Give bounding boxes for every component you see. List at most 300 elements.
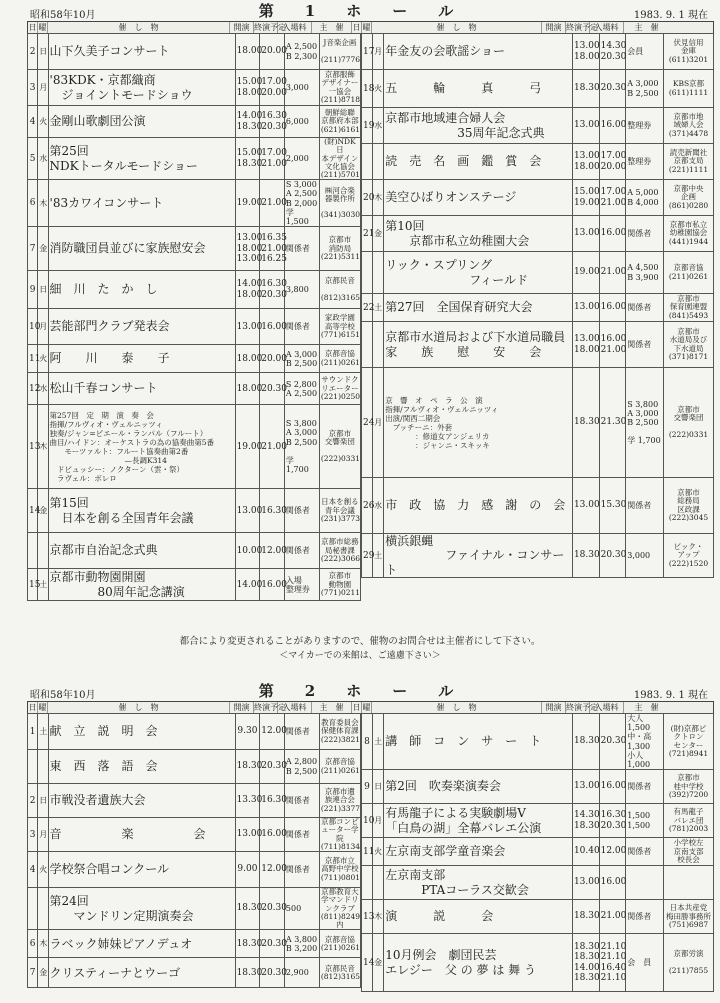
schedule-row [28,309,361,345]
schedule-row [362,770,714,804]
admission-fee: A 4,500 B 3,900 [626,252,664,294]
day: 19 [362,108,373,144]
weekday: 土 [373,714,384,770]
day: 17 [362,34,373,70]
end-time: 17.00 20.00 [260,70,285,106]
schedule-row [362,714,714,770]
event-title: 消防職団員並びに家族慰安会 [48,227,235,271]
admission-fee: S 2,800 A 2,500 [284,373,319,405]
weekday: 月 [38,309,48,345]
schedule-row [28,533,361,569]
end-time: 16.00 [260,569,285,601]
day: 24 [362,368,373,478]
event-title: 第2回 吹奏楽演奏会 [384,770,573,804]
weekday: 土 [38,569,48,601]
end-time: 20.30 [260,930,285,958]
end-time: 16.30 20.30 [260,271,285,309]
col-org-r: 主 催 [634,703,659,712]
schedule-row [362,866,714,900]
organizer: 読売新聞社 京都支局 (221)1111 [663,144,713,180]
open-time: 13.00 [572,108,599,144]
organizer: 教育委員会 保健体育課 (222)3821 [319,714,360,750]
event-title: 年金友の会歌謡ショー [384,34,573,70]
open-time: 19.00 [235,180,260,227]
hall1-title: 第 1 ホ ー ル [258,2,462,20]
event-title: リック・スプリング フィールド [384,252,573,294]
event-title: 美空ひばりオンステージ [384,180,573,216]
event-title: 山下久美子コンサート [48,34,235,70]
open-time: 15.00 18.00 [235,70,260,106]
open-time: 18.30 [572,900,599,934]
admission-fee: A 2,800 B 2,500 [284,750,319,784]
weekday: 土 [373,294,384,322]
organizer: 京都音協 (211)0261 [663,252,713,294]
end-time: 16.35 21.00 16.25 [260,227,285,271]
weekday: 火 [373,70,384,108]
admission-fee: 500 [284,888,319,930]
col-fee: 入場料 [278,22,312,33]
admission-fee: A 5,000 B 4,000 [626,180,664,216]
admission-fee: 関係者 [284,489,319,533]
admission-fee: 関係者 [626,838,664,866]
organizer: 日本共産党 梅田勝事務所 (751)6987 [663,900,713,934]
hall2-header [0,680,720,700]
event-title: 有馬龍子による実験劇場Ⅴ 「白鳥の湖」全幕バレエ公演 [384,804,573,838]
event-title: 市戦没者遺族大会 [48,784,235,818]
organizer: (財)NDK日 本デザイン 文化協会 (211)5701 [320,137,361,179]
weekday: 月 [38,818,48,852]
day: 7 [28,958,38,988]
organizer: 京都教育大 学マンドリ ンクラブ (811)8249内 [320,887,361,929]
open-time: 18.30 [572,368,599,478]
admission-fee: S 3,000 A 2,500 B 2,000 学 1,500 [284,180,319,227]
day: 12 [28,373,38,405]
day: 14 [362,934,373,992]
col-weekday: 曜 [38,23,47,32]
open-time: 9.30 [235,714,260,750]
weekday: 水 [373,108,384,144]
col-end: 終演予定 [254,23,286,32]
event-title: 第27回 全国保育研究大会 [384,294,573,322]
open-time: 14.30 18.30 [572,804,599,838]
hall1-era: 昭和58年10月 [30,10,96,21]
weekday: 木 [373,900,384,934]
schedule-row [28,106,361,138]
event-title: 読 売 名 画 鑑 賞 会 [384,144,573,180]
end-time: 16.00 [260,309,285,345]
weekday [38,750,48,784]
admission-fee: 関係者 [284,227,319,271]
admission-fee: 3,000 [284,70,319,106]
open-time: 13.00 [572,866,599,900]
organizer: 京都市地 域婦人会 (371)4478 [663,108,713,144]
event-title: 第15回 日本を創る全国青年会議 [48,489,235,533]
schedule-row [362,368,714,478]
notice-car: ＜マイカーでの来館は、ご遠慮下さい＞ [279,651,441,661]
organizer: 京都市 動物園 (771)0211 [319,569,360,601]
schedule-row [28,818,361,852]
weekday: 金 [38,958,48,988]
day: 7 [28,227,38,271]
end-time: 20.30 [599,714,626,770]
weekday: 金 [373,934,384,992]
weekday: 土 [38,714,48,750]
schedule-row [362,294,714,322]
day [362,144,373,180]
admission-fee: 整理券 [626,108,664,144]
day: 2 [28,784,38,818]
col-weekday-r: 曜 [362,703,371,712]
end-time: 16.30 20.30 [260,106,285,138]
day: 10 [28,309,38,345]
day: 9 [28,271,38,309]
col-event-r: 催 し 物 [372,22,542,33]
admission-fee: 関係者 [626,770,664,804]
organizer: ㈱河合楽 器製作所 (341)3030 [319,180,360,227]
organizer: サウンドク リエーター (221)0250 [319,373,360,405]
admission-fee: 関係者 [284,784,319,818]
end-time: 16.00 [599,294,626,322]
schedule-row [28,227,361,271]
schedule-row [362,34,714,70]
weekday: 月 [373,34,384,70]
col-end-r: 終演予定 [566,703,598,712]
day: 6 [28,930,38,958]
end-time: 21.00 [260,405,285,489]
open-time: 13.00 [235,489,260,533]
hall1-asof: 1983. 9. 1 現在 [633,10,708,21]
organizer: J音楽企画 (211)7776 [319,34,360,70]
admission-fee: 関係者 [626,478,664,534]
end-time: 12.00 [599,838,626,866]
weekday: 火 [373,838,384,866]
schedule-row [28,138,361,180]
open-time: 15.00 18.30 [235,138,260,180]
organizer: 京都民音 (812)3165 [319,958,360,988]
day: 3 [28,70,38,106]
event-title: 五 輪 真 弓 [384,70,573,108]
end-time: 20.30 [599,70,626,108]
weekday: 火 [38,345,48,373]
day [28,533,38,569]
end-time: 20.30 [260,958,285,988]
open-time: 10.00 [235,533,260,569]
col-open: 開演 [230,702,254,713]
open-time: 18.00 [235,34,260,70]
event-title: 金剛山歌劇団公演 [48,106,235,138]
organizer: KBS京都 (611)1111 [663,70,713,108]
day: 5 [28,138,38,180]
schedule-row [362,322,714,368]
col-org-r: 主 催 [634,23,659,32]
open-time: 19.00 [235,405,260,489]
weekday [373,252,384,294]
organizer: 京都音協 (211)0261 [319,345,360,373]
schedule-row [28,70,361,106]
schedule-row [28,784,361,818]
admission-fee: 2,900 [284,958,319,988]
schedule-row [362,216,714,252]
admission-fee: S 3,800 A 3,000 B 2,500 学 1,700 [284,405,319,489]
event-title: 横浜銀蝿 ファイナル・コンサート [384,534,573,578]
schedule-row [362,934,714,992]
admission-fee [626,866,664,900]
weekday: 日 [38,34,48,70]
event-title: 阿 川 泰 子 [48,345,235,373]
event-title: 松山千春コンサート [48,373,235,405]
event-title: ラベック姉妹ピアノデュオ [48,930,235,958]
weekday: 月 [38,70,48,106]
event-title: 京 響 オ ペ ラ 公 演 指揮/フルヴィオ・ヴェルニッツィ 出演/関西二期会 ブッチーニ：外套 ：修道女アンジェリカ ：ジャンニ・スキッキ [384,368,573,478]
organizer: 京都市 保育園連盟 (841)5493 [663,294,713,322]
admission-fee: A 3,800 B 3,200 [284,930,319,958]
schedule-row [28,569,361,601]
day: 20 [362,180,373,216]
open-time: 13.00 18.00 [572,144,599,180]
schedule-row [28,34,361,70]
col-fee: 入場料 [278,702,312,713]
day: 6 [28,180,38,227]
admission-fee: 関係者 [284,852,319,888]
end-time: 16.00 [599,216,626,252]
col-weekday: 曜 [38,703,47,712]
end-time: 21.00 [599,252,626,294]
organizer: 京都市 総務局 区政課 (222)3045 [663,478,713,534]
schedule-row [362,478,714,534]
end-time: 14.30 20.30 [599,34,626,70]
organizer [663,866,713,900]
event-title: 第10回 京都市私立幼稚園大会 [384,216,573,252]
open-time: 15.00 19.00 [572,180,599,216]
organizer: 京都市 消防局 (221)5311 [319,227,360,271]
admission-fee: 関係者 [284,309,319,345]
end-time: 12.00 [260,533,285,569]
day: 13 [362,900,373,934]
end-time: 17.00 21.00 [599,180,626,216]
weekday: 水 [38,373,48,405]
admission-fee: 入場 整理券 [284,569,319,601]
event-title: 10月例会 劇団民芸 エレジー 父 の 夢 は 舞 う [384,934,573,992]
organizer: 京都市 交響楽団 (222)0331 [319,405,360,489]
admission-fee: 関係者 [626,216,664,252]
day: 26 [362,478,373,534]
organizer: 家政学園 高等学校 (771)6151 [319,309,360,345]
event-title: 第24回 マンドリン定期演奏会 [48,888,235,930]
schedule-row [28,750,361,784]
admission-fee: A 3,000 B 2,500 [626,70,664,108]
admission-fee: A 2,500 B 2,300 [284,34,319,70]
hall1-right-table [361,33,714,578]
open-time: 13.00 [572,216,599,252]
admission-fee: 関係者 [284,818,319,852]
day: 21 [362,216,373,252]
hall2-asof: 1983. 9. 1 現在 [633,690,708,701]
admission-fee: 整理券 [626,144,664,180]
organizer: 京都音協 (211)0261 [319,930,360,958]
open-time: 13.00 [235,818,260,852]
open-time: 18.30 18.30 14.00 18.30 [572,934,599,992]
day [28,750,38,784]
event-title: '83KDK・京都織商 ジョイントモードショウ [48,70,235,106]
col-open-r: 開演 [542,22,566,33]
col-event: 催 し 物 [48,702,230,713]
open-time: 13.30 [235,784,260,818]
col-open: 開演 [230,22,254,33]
event-title: 市 政 協 力 感 謝 の 会 [384,478,573,534]
end-time: 17.00 21.00 [260,138,285,180]
open-time: 18.30 [235,888,260,930]
schedule-row [362,252,714,294]
event-title: 第257回 定 期 演 奏 会 指揮/フルヴィオ・ヴェルニッツィ 独奏/ジャン=ピエール・ランパル（フルート） 曲目/ハイドン：オーケストラの為の協奏曲第5番 モーツァルト：フルート協奏曲第2番 —長調K314 ドビュッシー：ノクターン（雲・祭） ラヴェル：ボレロ [48,405,235,489]
organizer: 京都市 交響楽団 (222)0331 [663,368,713,478]
col-fee-r: 入場料 [590,22,624,33]
organizer: 京都市 水道局及び 下水道局 (371)8171 [663,322,713,368]
weekday: 日 [373,770,384,804]
open-time: 13.00 18.00 [572,322,599,368]
organizer: 京都音協 (211)0261 [319,750,360,784]
col-day: 日 [28,703,37,712]
organizer: 京都中央 企画 (861)0280 [663,180,713,216]
weekday [373,866,384,900]
col-event: 催 し 物 [48,22,230,33]
organizer: 有馬龍子 バレエ団 (781)2003 [663,804,713,838]
day: 9 [362,770,373,804]
organizer: 京都市遺 族連合会 (221)3377 [319,784,360,818]
weekday: 金 [38,227,48,271]
admission-fee: 関係者 [626,294,664,322]
weekday: 木 [38,180,48,227]
organizer: 京都市私立 幼稚園協会 (441)1944 [663,216,713,252]
schedule-row [362,144,714,180]
weekday: 金 [38,489,48,533]
weekday: 土 [373,534,384,578]
event-title: 京都市水道局および下水道局職員 家 族 慰 安 会 [384,322,573,368]
event-title: 京都市動物園開園 80周年記念講演 [48,569,235,601]
end-time: 20.30 [260,888,285,930]
admission-fee: 3,000 [626,534,664,578]
open-time: 9.00 [235,852,260,888]
end-time: 12.00 [260,852,285,888]
hall1-header [0,0,720,20]
weekday: 日 [38,784,48,818]
schedule-row [362,804,714,838]
open-time: 18.30 [572,70,599,108]
day: 13 [28,405,38,489]
schedule-row [28,852,361,888]
organizer: 京都民音 (812)3165 [319,271,360,309]
organizer: 京都市総務 局秘書課 (222)3066 [319,533,360,569]
col-fee-r: 入場料 [590,702,624,713]
weekday: 火 [38,106,48,138]
col-open-r: 開演 [542,702,566,713]
open-time: 13.00 [235,309,260,345]
schedule-row [28,489,361,533]
weekday: 月 [373,368,384,478]
event-title: クリスティーナとウーゴ [48,958,235,988]
end-time: 16.00 [599,866,626,900]
schedule-row [28,180,361,227]
schedule-row [362,70,714,108]
day: 4 [28,852,38,888]
organizer: 小学校左 京南支部 校長会 [663,838,713,866]
day [362,322,373,368]
day: 8 [362,714,373,770]
day: 18 [362,70,373,108]
end-time: 21.30 [599,368,626,478]
organizer: 朝鮮総聯 京都府本部 (621)6161 [319,106,360,138]
open-time: 13.00 18.00 13.00 [235,227,260,271]
hall2-title: 第 2 ホ ー ル [258,682,462,700]
weekday [373,144,384,180]
open-time: 18.30 [235,930,260,958]
organizer: 京都労演 (211)7855 [663,934,713,992]
weekday: 水 [38,138,48,180]
weekday: 日 [38,271,48,309]
open-time: 13.00 [572,478,599,534]
event-title: 京都市自治記念式典 [48,533,235,569]
end-time: 20.00 [260,34,285,70]
col-day-r: 日 [352,23,361,32]
event-title: 東 西 落 語 会 [48,750,235,784]
end-time: 16.00 [599,770,626,804]
notice-text: 都合により変更されることがありますので、催物のお問合せは主催者にして下さい。 [179,636,541,647]
admission-fee: 2,000 [284,138,319,180]
end-time: 16.30 [260,489,285,533]
weekday: 木 [38,930,48,958]
col-end-r: 終演予定 [566,23,598,32]
schedule-row [28,888,361,930]
schedule-row [362,108,714,144]
end-time: 21.00 [260,180,285,227]
end-time: 16.30 [260,784,285,818]
end-time: 16.00 21.00 [599,322,626,368]
end-time: 21.00 [599,900,626,934]
end-time: 20.30 [260,373,285,405]
admission-fee: A 3,000 B 2,500 [284,345,319,373]
open-time: 13.00 18.00 [572,34,599,70]
day: 15 [28,569,38,601]
open-time: 18.30 [572,714,599,770]
open-time: 10.40 [572,838,599,866]
weekday [38,533,48,569]
day: 3 [28,818,38,852]
organizer: 京都コンピ ューター学院 (711)8134 [320,817,361,851]
schedule-row [362,180,714,216]
end-time: 16.00 [599,108,626,144]
end-time: 15.30 [599,478,626,534]
admission-fee: 1,500 1,500 [626,804,664,838]
day [28,888,38,930]
day: 11 [362,838,373,866]
col-weekday-r: 曜 [362,23,371,32]
admission-fee: S 3,800 A 3,000 B 2,500 学 1,700 [626,368,664,478]
weekday: 水 [373,478,384,534]
organizer: 日本を創る 青年会議 (231)3773 [319,489,360,533]
organizer: 京都服飾 デザイナー 一協会 (211)8718 [320,70,361,104]
event-title: 講 師 コ ン サ ー ト [384,714,573,770]
event-title: 左京南支部学童音楽会 [384,838,573,866]
event-title: 学校祭合唱コンクール [48,852,235,888]
event-title: 細 川 た か し [48,271,235,309]
hall2-era: 昭和58年10月 [30,690,96,701]
weekday: 金 [373,216,384,252]
open-time: 13.00 [572,770,599,804]
hall2-left-table [27,713,361,988]
col-day: 日 [28,23,37,32]
organizer: ビック・ アップ (222)1520 [663,534,713,578]
schedule-row [28,714,361,750]
event-title: 演 説 会 [384,900,573,934]
